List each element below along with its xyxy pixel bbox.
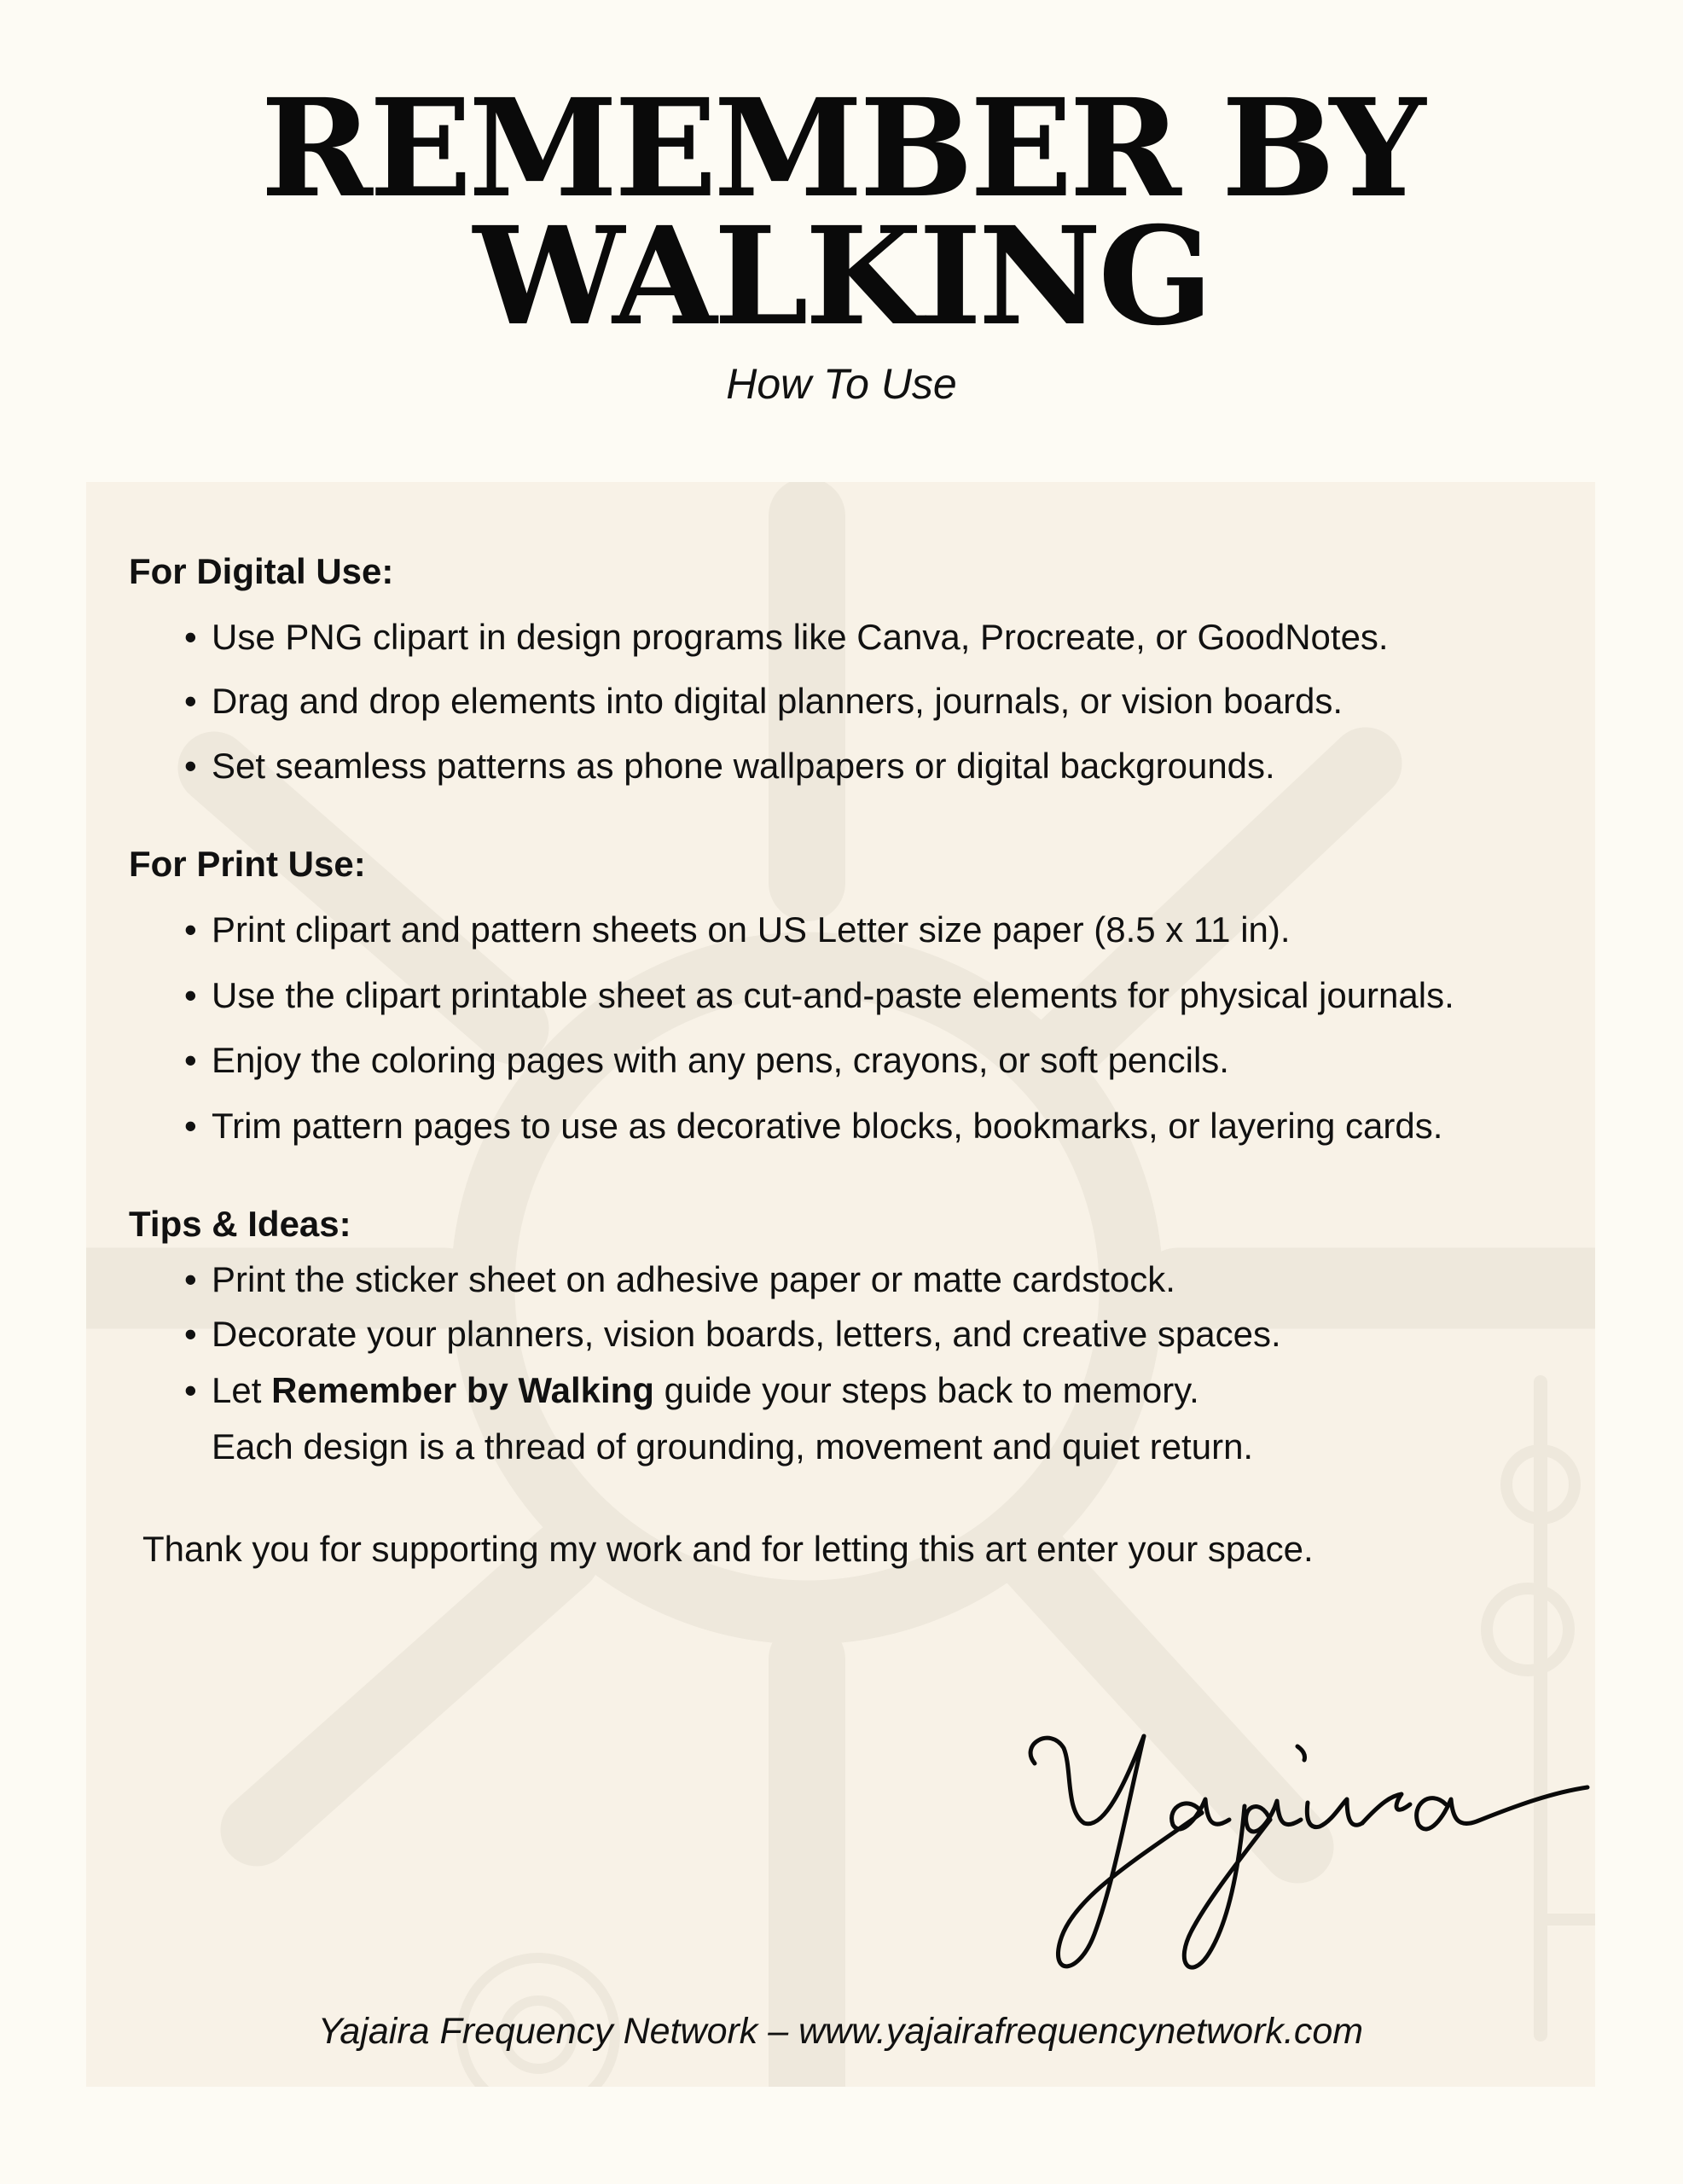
bullet: • [184, 1106, 197, 1146]
bullet: • [184, 1314, 197, 1354]
tips-ideas-heading: Tips & Ideas: [129, 1204, 351, 1244]
list-item: • Use the clipart printable sheet as cut-and-paste elements for physical journals. [184, 975, 1454, 1015]
bullet: • [184, 1259, 197, 1299]
bullet: • [184, 746, 197, 786]
signature-image [1016, 1711, 1595, 1992]
product-name: Remember by Walking [271, 1370, 654, 1410]
list-item: • Set seamless patterns as phone wallpapers or digital backgrounds. [184, 746, 1275, 786]
bullet: • [184, 681, 197, 721]
thank-you-note: Thank you for supporting my work and for letting this art enter your space. [142, 1529, 1314, 1569]
title-line-1: REMEMBER BY [260, 70, 1423, 228]
instructions-panel [86, 482, 1595, 2087]
bullet: • [184, 617, 197, 657]
list-item: • Trim pattern pages to use as decorative blocks, bookmarks, or layering cards. [184, 1106, 1443, 1146]
list-item: • Enjoy the coloring pages with any pens, crayons, or soft pencils. [184, 1040, 1229, 1080]
list-item: • Print clipart and pattern sheets on US Letter size paper (8.5 x 11 in). [184, 909, 1291, 950]
bullet: • [184, 1370, 197, 1410]
page-subtitle: How To Use [726, 360, 957, 408]
list-item: • Drag and drop elements into digital planners, journals, or vision boards. [184, 681, 1343, 721]
list-item: • Decorate your planners, vision boards, letters, and creative spaces. [184, 1314, 1281, 1354]
title-line-2: WALKING [473, 198, 1210, 356]
footer-credit: Yajaira Frequency Network – www.yajairafrequencynetwork.com [317, 2011, 1364, 2052]
list-item-continuation: Each design is a thread of grounding, movement and quiet return. [212, 1426, 1254, 1467]
bullet: • [184, 909, 197, 950]
list-item: • Use PNG clipart in design programs like Canva, Procreate, or GoodNotes. [184, 617, 1389, 657]
list-item: • Let Remember by Walking guide your steps back to memory. Each design is a thread of grounding, movement and quiet return. [184, 1370, 1254, 1467]
digital-use-heading: For Digital Use: [129, 551, 394, 591]
page-title [0, 70, 1683, 356]
bullet: • [184, 1040, 197, 1080]
list-item: • Print the sticker sheet on adhesive paper or matte cardstock. [184, 1259, 1175, 1299]
instructions-content [86, 482, 1595, 2087]
bullet: • [184, 975, 197, 1015]
print-use-heading: For Print Use: [129, 844, 366, 884]
